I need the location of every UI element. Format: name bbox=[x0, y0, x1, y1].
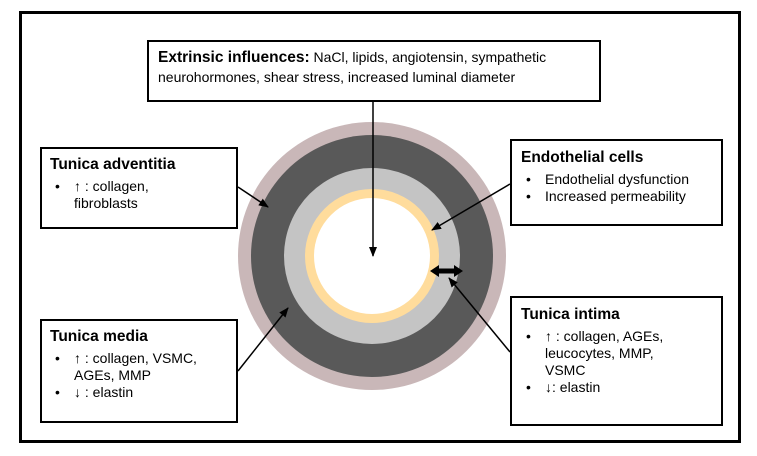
extrinsic-text-1: NaCl, lipids, angiotensin, sympathetic bbox=[309, 49, 547, 65]
endothelial-list bbox=[521, 171, 712, 205]
media-list bbox=[50, 350, 228, 401]
endothelial-title: Endothelial cells bbox=[521, 149, 644, 166]
extrinsic-line-1 bbox=[158, 47, 590, 67]
tunica-intima-box bbox=[510, 296, 723, 426]
adventitia-item: • ↑ : collagen, bbox=[50, 178, 228, 195]
media-item: AGEs, MMP bbox=[74, 367, 152, 383]
endothelial-cells-box bbox=[510, 139, 723, 226]
intima-item: VSMC bbox=[545, 362, 586, 378]
intima-item: • ↓: elastin bbox=[521, 379, 712, 396]
endothelial-item: • Endothelial dysfunction bbox=[521, 171, 712, 188]
adventitia-list bbox=[50, 178, 228, 212]
intima-title: Tunica intima bbox=[521, 306, 620, 323]
intima-list bbox=[521, 328, 712, 396]
endothelial-item: • Increased permeability bbox=[521, 188, 712, 205]
media-item: • ↑ : collagen, VSMC, bbox=[50, 350, 228, 367]
media-item: • ↓ : elastin bbox=[50, 384, 228, 401]
media-title: Tunica media bbox=[50, 328, 148, 345]
vessel-lumen bbox=[314, 198, 430, 314]
extrinsic-influences-box bbox=[147, 40, 601, 102]
adventitia-item: fibroblasts bbox=[74, 195, 138, 211]
extrinsic-text-2: neurohormones, shear stress, increased luminal diameter bbox=[158, 69, 516, 85]
tunica-media-box bbox=[40, 319, 238, 423]
intima-item: • ↑ : collagen, AGEs, bbox=[521, 328, 712, 345]
tunica-adventitia-box bbox=[40, 147, 238, 229]
extrinsic-title: Extrinsic influences: bbox=[158, 49, 310, 66]
intima-item: leucocytes, MMP, bbox=[545, 345, 654, 361]
adventitia-title: Tunica adventitia bbox=[50, 156, 176, 173]
